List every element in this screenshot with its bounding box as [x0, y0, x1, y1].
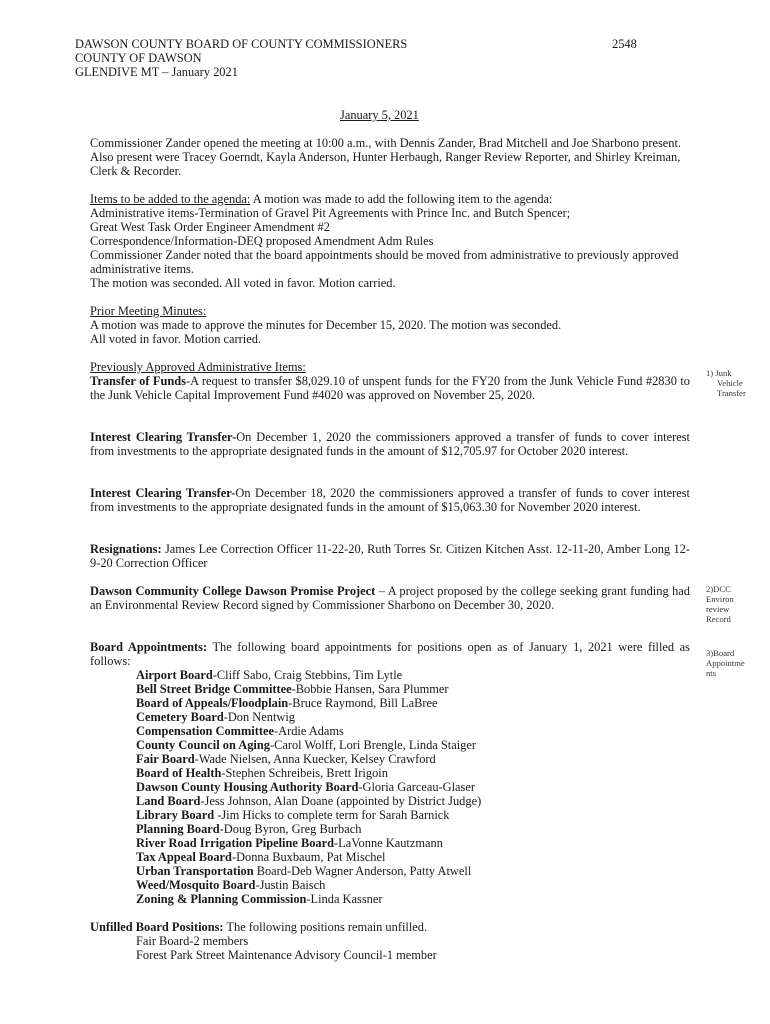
- list-item: [136, 864, 481, 878]
- board-members: -Bobbie Hansen, Sara Plummer: [291, 682, 449, 696]
- list-item: Fair Board-2 members: [136, 934, 249, 948]
- unfilled-title: Unfilled Board Positions:: [90, 920, 224, 934]
- board-members: -Gloria Garceau-Glaser: [358, 780, 476, 794]
- unfilled-positions-section: [90, 920, 690, 962]
- list-item: [136, 766, 481, 780]
- board-name: Board of Health: [136, 766, 222, 780]
- list-item: [136, 696, 481, 710]
- board-name: Land Board: [136, 794, 201, 808]
- transfer-text: -A request to transfer $8,029.10 of unspent funds for the FY20 from the Junk Vehicle Fund #2830 to the Junk Vehicle Capital Improvement Fund #4020 was approved on November 25, 2020.: [90, 374, 690, 402]
- board-members: -Wade Nielsen, Anna Kuecker, Kelsey Crawford: [194, 752, 436, 766]
- list-item: [136, 668, 481, 682]
- margin-note-line: 2)DCC: [706, 584, 731, 594]
- board-name: Compensation Committee: [136, 724, 274, 738]
- board-members: Board-Deb Wagner Anderson, Patty Atwell: [253, 864, 472, 878]
- board-name: Cemetery Board: [136, 710, 224, 724]
- list-item: [136, 752, 481, 766]
- agenda-line: Administrative items-Termination of Gravel Pit Agreements with Prince Inc. and Butch Spencer;: [90, 206, 571, 220]
- board-members: -Ardie Adams: [274, 724, 344, 738]
- list-item: [136, 822, 481, 836]
- prior-minutes-line: All voted in favor. Motion carried.: [90, 332, 262, 346]
- header-location-date: GLENDIVE MT – January 2021: [75, 65, 238, 79]
- interest-transfer-2: [90, 486, 690, 514]
- board-name: County Council on Aging: [136, 738, 270, 752]
- board-name: Library Board: [136, 808, 215, 822]
- page-number: 2548: [612, 37, 637, 51]
- board-members: -Donna Buxbaum, Pat Mischel: [231, 850, 386, 864]
- margin-note-dcc: [706, 584, 762, 624]
- agenda-heading: Items to be added to the agenda:: [90, 192, 251, 206]
- list-item: [136, 794, 481, 808]
- board-name: Dawson County Housing Authority Board: [136, 780, 359, 794]
- agenda-intro: A motion was made to add the following item to the agenda:: [250, 192, 553, 206]
- list-item: [136, 738, 481, 752]
- header-county: COUNTY OF DAWSON: [75, 51, 202, 65]
- agenda-line: Commissioner Zander noted that the board appointments should be moved from administrative to previously approved administrative items.: [90, 248, 679, 276]
- board-name: Airport Board: [136, 668, 213, 682]
- board-name: Zoning & Planning Commission: [136, 892, 307, 906]
- board-members: -Cliff Sabo, Craig Stebbins, Tim Lytle: [212, 668, 403, 682]
- previously-approved-section: [90, 360, 690, 402]
- board-name: Fair Board: [136, 752, 195, 766]
- board-members: -Linda Kassner: [306, 892, 383, 906]
- unfilled-intro: The following positions remain unfilled.: [223, 920, 428, 934]
- list-item: Forest Park Street Maintenance Advisory Council-1 member: [136, 948, 437, 962]
- margin-note-line: nts: [706, 668, 717, 678]
- board-name: Tax Appeal Board: [136, 850, 232, 864]
- board-name: Board of Appeals/Floodplain: [136, 696, 289, 710]
- agenda-line: Correspondence/Information-DEQ proposed Amendment Adm Rules: [90, 234, 434, 248]
- interest-transfer-text: On December 1, 2020 the commissioners approved a transfer of funds to cover interest from investments to the appropriate designated funds in the amount of $12,705.97 for October 2020 interest.: [90, 430, 690, 458]
- interest-transfer-title: Interest Clearing Transfer-: [90, 430, 237, 444]
- list-item: [136, 850, 481, 864]
- board-members: -Jess Johnson, Alan Doane (appointed by District Judge): [200, 794, 482, 808]
- board-members: -Stephen Schreibeis, Brett Irigoin: [221, 766, 388, 780]
- dcc-project-text: – A project proposed by the college seeking grant funding had an Environmental Review Record signed by Commissioner Sharbono on December 30, 2020.: [90, 584, 690, 612]
- margin-note-line: 1) Junk: [706, 368, 732, 378]
- margin-note-line: Environ: [706, 594, 734, 604]
- board-name: Weed/Mosquito Board: [136, 878, 256, 892]
- margin-note-line: Record: [706, 614, 731, 624]
- margin-note-line: Vehicle: [717, 378, 743, 388]
- list-item: [136, 808, 481, 822]
- board-name: Bell Street Bridge Committee: [136, 682, 292, 696]
- header-title: DAWSON COUNTY BOARD OF COUNTY COMMISSIONERS: [75, 37, 408, 51]
- board-members: -Doug Byron, Greg Burbach: [219, 822, 362, 836]
- list-item: [136, 878, 481, 892]
- list-item: [136, 836, 481, 850]
- list-item: [136, 892, 481, 906]
- margin-note-line: Transfer: [717, 388, 746, 398]
- board-members: -LaVonne Kautzmann: [334, 836, 443, 850]
- resignations-title: Resignations:: [90, 542, 162, 556]
- list-item: [136, 780, 481, 794]
- meeting-date: January 5, 2021: [340, 108, 419, 122]
- margin-note-line: review: [706, 604, 730, 614]
- board-members: -Don Nentwig: [223, 710, 295, 724]
- resignations-text: James Lee Correction Officer 11-22-20, Ruth Torres Sr. Citizen Kitchen Asst. 12-11-20, Amber Long 12-9-20 Correction Officer: [90, 542, 690, 570]
- margin-note-line: 3)Board: [706, 648, 735, 658]
- margin-note-board-appointments: [706, 648, 762, 678]
- board-name: River Road Irrigation Pipeline Board: [136, 836, 335, 850]
- board-members: -Carol Wolff, Lori Brengle, Linda Staiger: [269, 738, 476, 752]
- board-appointments-list: [136, 668, 481, 906]
- board-name: Urban Transportation: [136, 864, 254, 878]
- dcc-project-title: Dawson Community College Dawson Promise Project: [90, 584, 376, 598]
- agenda-line: The motion was seconded. All voted in favor. Motion carried.: [90, 276, 396, 290]
- board-members: -Jim Hicks to complete term for Sarah Barnick: [214, 808, 450, 822]
- board-appointments-title: Board Appointments:: [90, 640, 208, 654]
- board-members: -Justin Baisch: [255, 878, 326, 892]
- previously-approved-heading: Previously Approved Administrative Items:: [90, 360, 306, 374]
- transfer-title: Transfer of Funds: [90, 374, 186, 388]
- agenda-section: [90, 192, 690, 290]
- prior-minutes-section: [90, 304, 690, 346]
- dcc-project-section: [90, 584, 690, 612]
- opening-paragraph: Commissioner Zander opened the meeting at 10:00 a.m., with Dennis Zander, Brad Mitchell and Joe Sharbono present. Also present were Tracey Goerndt, Kayla Anderson, Hunter Herbaugh, Ranger Review Reporter, and Shirley Kreiman, Clerk & Recorder.: [90, 136, 682, 178]
- list-item: [136, 724, 481, 738]
- interest-transfer-text: On December 18, 2020 the commissioners approved a transfer of funds to cover interest from investments to the appropriate designated funds in the amount of $15,063.30 for November 2020 interest.: [90, 486, 690, 514]
- interest-transfer-title: Interest Clearing Transfer-: [90, 486, 236, 500]
- board-members: -Bruce Raymond, Bill LaBree: [288, 696, 438, 710]
- margin-note-line: Appointme: [706, 658, 745, 668]
- interest-transfer-1: [90, 430, 690, 458]
- board-appointments-text: The following board appointments for positions open as of January 1, 2021 were filled as follows:: [90, 640, 690, 668]
- prior-minutes-heading: Prior Meeting Minutes:: [90, 304, 207, 318]
- list-item: [136, 682, 481, 696]
- agenda-line: Great West Task Order Engineer Amendment #2: [90, 220, 330, 234]
- list-item: [136, 710, 481, 724]
- board-name: Planning Board: [136, 822, 220, 836]
- margin-note-junk-vehicle: [706, 368, 762, 398]
- resignations-section: [90, 542, 690, 570]
- board-appointments-intro: [90, 640, 690, 668]
- prior-minutes-line: A motion was made to approve the minutes for December 15, 2020. The motion was seconded.: [90, 318, 562, 332]
